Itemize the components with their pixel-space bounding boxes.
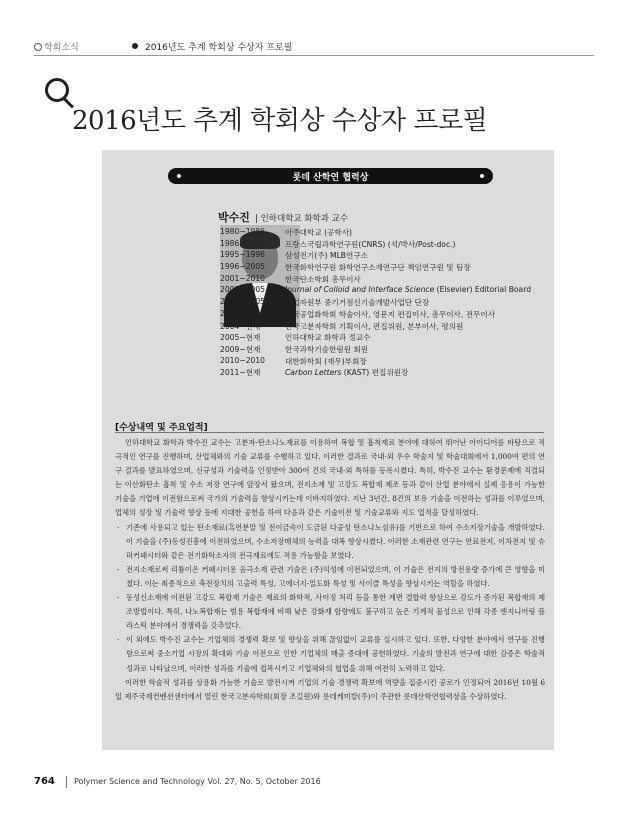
award-badge — [168, 168, 493, 184]
career-desc: 한국화학연구원 화학연구소재연구단 책임연구원 및 팀장 — [285, 263, 471, 273]
article-body — [115, 436, 545, 704]
career-year: 2004~현재 — [220, 321, 261, 331]
career-year: 2001~2010 — [220, 273, 266, 283]
career-desc: 프랑스국립과학연구원(CNRS) (석/박사/Post-doc.) — [285, 239, 456, 249]
page-header — [0, 0, 622, 60]
page-title: 2016년도 추계 학회상 수상자 프로필 — [72, 106, 488, 136]
header-rule — [34, 55, 594, 56]
pill-dot-icon — [480, 174, 484, 178]
career-desc: 대한화학회 (재무)부회장 — [285, 356, 367, 366]
profile-affiliation: 인하대학교 화학과 교수 — [260, 214, 349, 224]
career-row — [220, 297, 550, 309]
page-number: 764 — [34, 776, 55, 787]
career-list — [220, 227, 550, 379]
career-row — [220, 285, 550, 297]
career-year: 1995~1996 — [220, 250, 266, 260]
career-row — [220, 250, 550, 262]
career-desc: 한국과학기술한림원 회원 — [285, 344, 369, 354]
section-title: [수상내역 및 주요업적] — [115, 423, 208, 433]
career-year: 2010~2010 — [220, 355, 266, 365]
career-row — [220, 367, 550, 379]
list-item: - 이 외에도 박수진 교수는 기업체의 경쟁력 확보 및 향상을 위해 끊임없이 교류를 실시하고 있다. 또한, 다양한 분야에서 연구를 진행함으로써 중소기업 시장의 확대와 기술 이전으로 인한 기업체의 매출 증대에 공헌하였다. 기술의 발전과 연구에 대한 감증은 학술적 성과로 나타났으며, 이러한 성과를 기술에 접목시키고 기업체와의 협업을 위해 여전히 노력하고 있다. — [115, 633, 545, 675]
career-year: 2005~현재 — [220, 333, 261, 343]
career-year: 2009~현재 — [220, 344, 261, 354]
career-year: 1980~1986 — [220, 227, 266, 236]
career-desc: 아주대학교 (공학사) — [285, 228, 353, 237]
career-row — [220, 274, 550, 286]
journal-citation: Polymer Science and Technology Vol. 27, No. 5, October 2016 — [74, 777, 321, 786]
header-section: 학회소식 — [44, 43, 79, 53]
career-row — [220, 356, 550, 368]
career-desc: Carbon Letters (KAST) 편집위원장 — [285, 368, 409, 378]
bullet-circle-icon — [34, 43, 42, 51]
bullet-dot-icon — [132, 43, 138, 49]
career-row — [220, 332, 550, 344]
career-desc: 인하대학교 화학과 정교수 — [285, 333, 371, 343]
header-article: 2016년도 추계 학회상 수상자 프로필 — [145, 43, 293, 53]
career-year: 1996~2005 — [220, 262, 266, 272]
closing-paragraph: 이러한 학술적 성과를 상용화 가능한 기술로 발전시켜 기업의 기술 경쟁력 확보에 역량을 집중시킨 공로가 인정되어 2016년 10월 6일 제주국제컨벤션센터에서 열린 한국고분자학회(회장 조길원)와 롯데케미칼(주)이 주관한 롯데산학연협력상을 수상하였다. — [115, 677, 545, 701]
career-year: 2011~현재 — [220, 368, 261, 378]
list-item: - 전지소재로써 리튬이온 커패시터용 음극소재 관련 기술은 (주)익성에 이전되었으며, 이 기술은 전지의 방전용량 증가에 큰 영향을 미쳤다. 이는 최종적으로 축전장치의 고출력 특성, 고에너지-밀도화 특성 및 사이클 특성을 향상시키는 역할을 하였다. — [115, 563, 545, 591]
section-rule — [115, 432, 544, 433]
intro-paragraph: 인하대학교 화학과 박수진 교수는 고분자-탄소나노재료를 이용하여 복합 및 흡착재료 분야에 대하여 뛰어난 아이디어를 바탕으로 적극적인 연구를 진행하며, 산업체와의 기술 교류를 수행하고 있다. 이러한 결과로 국내·외 우수 학술지 및 학술대회에서 1,000여 편의 연구 결과를 발표하였으며, 신규성과 기술력을 인정받아 300여 건의 국내·외 특허를 등록시켰다. 특히, 박수진 교수는 환경문제에 직결되는 이산화탄소 흡착 및 수소 저장 연구에 앞장서 왔으며, 전지소재 및 고강도 복합재 제조 등과 같이 산업 분야에서 실제 응용이 가능한 기술을 기업에 이전함으로써 국가의 기술력을 향상시키는데 이바지하였다. 지난 3년간, 8건의 보유 기술을 이전하는 성과를 이루었으며, 업체의 성장 및 기술력 향상 등에 지대한 공헌을 하여 다음과 같은 기술이전 및 기술교류와 지도 업적을 달성하였다. — [115, 438, 545, 518]
career-row — [220, 262, 550, 274]
career-desc: 한국공업화학회 학술이사, 영문지 편집이사, 총무이사, 전무이사 — [285, 309, 496, 319]
career-year: 2003~2005 — [220, 297, 266, 307]
career-desc: 산업자원부 중기거점신기술개발사업단 단장 — [285, 298, 430, 308]
profile-name: 박수진 — [218, 211, 250, 224]
career-row — [220, 344, 550, 356]
career-desc: Journal of Colloid and Interface Science (Elsevier) Editorial Board — [285, 285, 532, 295]
footer-divider — [66, 776, 67, 788]
career-row — [220, 227, 550, 239]
career-year: 1986~1993 — [220, 238, 266, 248]
list-item: - 기존에 사용되고 있는 탄소재료(흑연분말 및 전이금속이 도금된 다공성 탄소나노섬유)를 기반으로 하여 수소저장기술을 개발하였다. 이 기술을 (주)동성진흥에 이전하였으며, 수소저장매체의 능력을 대폭 향상시켰다. 이러한 소재관련 연구는 연료전지, 이차전지 및 슈퍼커패시터와 같은 전기화학소자의 전극재료에도 적용 가능함을 보였다. — [115, 521, 545, 563]
career-year: 2004~2015 — [220, 308, 266, 318]
career-row — [220, 321, 550, 333]
achievement-list — [115, 521, 545, 676]
career-desc: 한국고분자학회 기획이사, 편집위원, 본부이사, 평의원 — [285, 321, 464, 331]
profile-panel — [102, 150, 554, 750]
list-item: - 동성신소재에 이전된 고강도 복합재 기술은 재료의 화학적, 사이징 처리 등을 통한 계면 결합력 향상으로 강도가 증가된 복합재의 제조방법이다. 특히, 나노복합재는 범용 복합재에 비해 낮은 강화재 함량에도 불구하고 높은 기계적 물성으로 인해 각종 엔지니어링 플라스틱 분야에서 경쟁력을 갖추었다. — [115, 591, 545, 633]
profile-name-line: 박수진 | 인하대학교 화학과 교수 — [218, 211, 349, 224]
career-row — [220, 239, 550, 251]
career-desc: 삼성전기(주) MLB연구소 — [285, 251, 369, 261]
career-row — [220, 309, 550, 321]
career-year: 2003~2005 — [220, 285, 266, 295]
career-desc: 한국탄소학회 총무이사 — [285, 274, 361, 284]
award-name: 롯데 산학연 협력상 — [292, 173, 369, 183]
